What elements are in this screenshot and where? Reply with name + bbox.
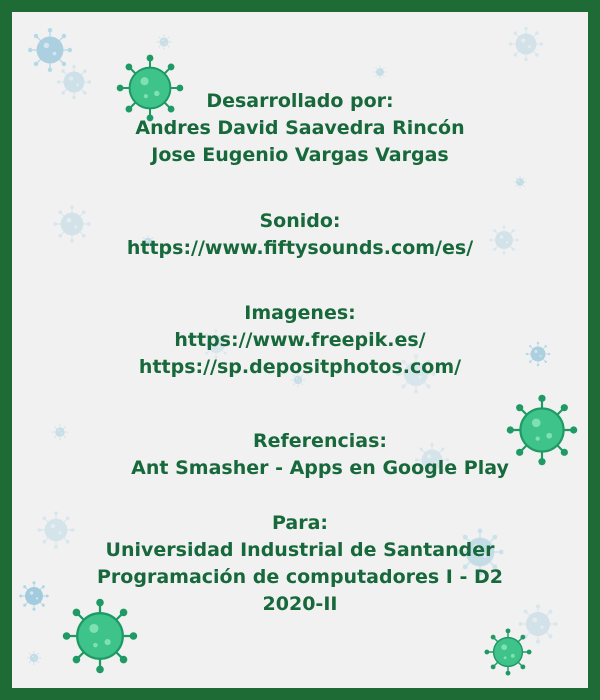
for-heading: Para:: [271, 512, 329, 534]
virus-icon: [374, 66, 387, 79]
sound-heading: Sonido:: [259, 210, 341, 232]
developer-name: Jose Eugenio Vargas Vargas: [151, 144, 449, 166]
virus-icon: [157, 35, 172, 50]
virus-icon: [509, 27, 543, 61]
reference-item: Ant Smasher - Apps en Google Play: [131, 457, 509, 479]
images-link: https://sp.depositphotos.com/: [138, 356, 462, 378]
sound-section: [12, 208, 588, 262]
images-link: https://www.freepik.es/: [174, 329, 426, 351]
references-heading: Referencias:: [253, 430, 387, 452]
developed-by-section: [12, 88, 588, 169]
developed-by-heading: Desarrollado por:: [206, 90, 394, 112]
images-section: [12, 300, 588, 381]
term: 2020-II: [262, 593, 338, 615]
developer-name: Andres David Saavedra Rincón: [135, 117, 465, 139]
for-section: [12, 510, 588, 618]
university-name: Universidad Industrial de Santander: [105, 539, 495, 561]
images-heading: Imagenes:: [244, 302, 356, 324]
references-section: [32, 428, 600, 482]
virus-icon: [27, 651, 41, 665]
virus-icon: [484, 628, 531, 675]
virus-icon: [28, 28, 72, 72]
virus-icon: [514, 176, 527, 189]
course-name: Programación de computadores I - D2: [97, 566, 503, 588]
sound-link: https://www.fiftysounds.com/es/: [126, 237, 474, 259]
